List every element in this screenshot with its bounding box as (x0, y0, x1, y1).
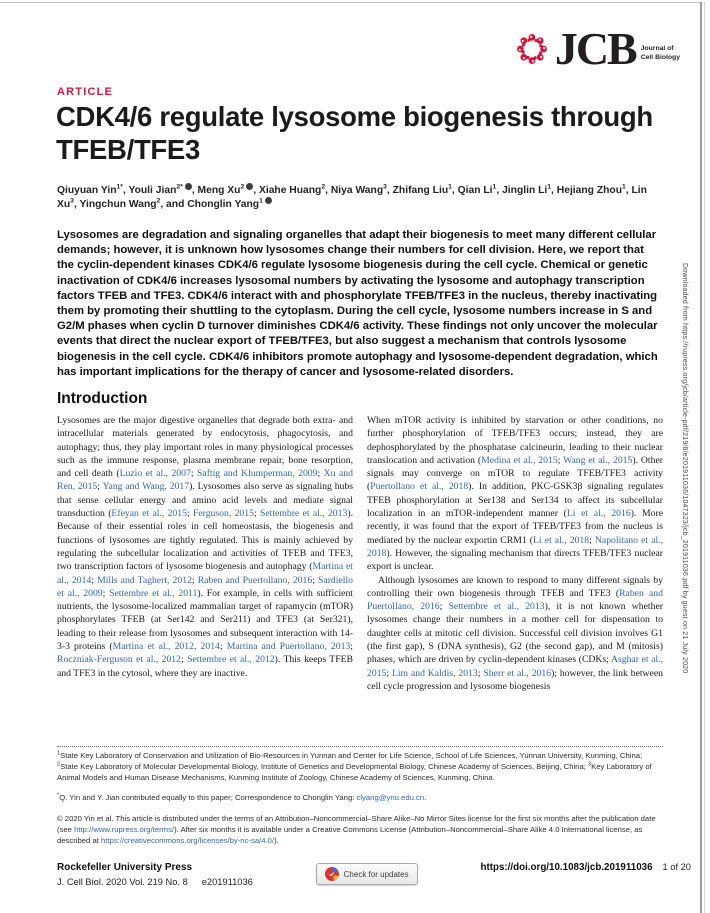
citation-link[interactable]: https://creativecommons.org/licenses/by-nc-sa/4.0/ (101, 835, 275, 845)
citation-link[interactable]: Li et al., 2016 (566, 508, 631, 520)
citation-link[interactable]: Martina and Puertollano, 2013 (226, 641, 351, 653)
citation-link[interactable]: Sardiello et al., 2009 (57, 574, 353, 599)
journal-citation: J. Cell Biol. 2020 Vol. 219 No. 8 e201911036 (57, 877, 253, 887)
intro-left-column (57, 414, 353, 693)
citation-link[interactable]: Wang et al., 2015 (563, 454, 633, 466)
introduction-section (57, 390, 663, 693)
affiliations-note: $^1$State Key Laboratory of Conservation and Utilization of Bio-Resources in Yunnan and Center for Life Science, School of Life Sciences, Yunnan University, Kunming, China; $^2$State Key Laboratory of Molecular Developmental Biology, Institute of Genetics and Developmental Biology, Chinese Academy of Sciences, Beijing, China; $^3$Key Laboratory of Animal Models and Human Disease Mechanisms, Kunming Institute of Zoology, Chinese Academy of Sciences, Kunming, China. (57, 750, 652, 782)
journal-logo-text: JCB (554, 23, 636, 74)
contribution-note: *Q. Yin and Y. Jian contributed equally to this paper; Correspondence to Chonglin Yang: clyang@ynu.edu.cn. (57, 792, 427, 802)
citation-link[interactable]: Li et al., 2018 (533, 534, 590, 546)
citation-link[interactable]: Martina et al., 2014 (57, 561, 353, 586)
download-watermark: Downloaded from https://rupress.org/jcb/article-pdf/219/8/e201911036/1047323/jcb_201911036.pdf by guest on 21 July 2020 (681, 263, 688, 674)
author-name: Yingchun Wang (79, 199, 157, 211)
check-updates-label: Check for updates (343, 869, 409, 879)
citation-link[interactable]: Raben and Puertollano, 2016 (367, 587, 663, 613)
citation-link[interactable]: Yang and Wang, 2017 (102, 481, 190, 493)
check-updates-button[interactable] (316, 863, 418, 885)
footnote-divider (57, 746, 663, 747)
crossmark-icon (325, 867, 339, 881)
citation-link[interactable]: Xu and Ren, 2015 (57, 468, 353, 493)
article-id: e201911036 (201, 877, 253, 887)
citation-link[interactable]: Sherr et al., 2016 (483, 667, 552, 679)
doi-block (480, 862, 691, 873)
page-number: 1 of 20 (662, 862, 691, 872)
author-line: Qiuyuan Yin$^{1*}$, Youli Jian$^{2*}$ , Meng Xu$^2$ , Xiahe Huang$^2$, Niya Wang$^3$, Zhifang Liu$^1$, Qian Li$^1$, Jinglin Li$^1$, Hejiang Zhou$^1$, Lin Xu$^3$, Yingchun Wang$^2$, and Chonglin Yang$^1$ (57, 183, 647, 211)
publisher-name: Rockefeller University Press (57, 862, 193, 873)
journal-tagline: Journal of Cell Biology (640, 44, 680, 61)
intro-left-paragraph: Lysosomes are the major digestive organelles that degrade both extra- and intracellular materials generated by endocytosis, phagocytosis, and autophagy; thus, they play important roles in many physiological processes such as the immune response, plasma membrane repair, bone resorption, and cell death (Luzio et al., 2007; Saftig and Klumperman, 2009; Xu and Ren, 2015; Yang and Wang, 2017). Lysosomes also serve as signaling hubs that sense cellular energy and amino acid levels and mediate signal transduction (Efeyan et al., 2015; Ferguson, 2015; Settembre et al., 2013). Because of their essential roles in cell homeostasis, the biogenesis and functions of lysosomes are tightly regulated. This is mainly achieved by regulating the subcellular localization and activities of TFEB and TFE3, two transcription factors of lysosome biogenesis and autophagy (Martina et al., 2014; Mills and Taghert, 2012; Raben and Puertollano, 2016; Sardiello et al., 2009; Settembre et al., 2011). For example, in cells with sufficient nutrients, the lysosome-localized mammalian target of rapamycin (mTOR) phosphorylates TFEB (at Ser142 and Ser211) and TFE3 (at Ser321), leading to their release from lysosomes and subsequent interaction with 14-3-3 proteins (Martina et al., 2012, 2014; Martina and Puertollano, 2013; Roczniak-Ferguson et al., 2012; Settembre et al., 2012). This keeps TFEB and TFE3 in the cytosol, where they are inactive. (57, 415, 353, 679)
citation-link[interactable]: Puertollano et al., 2018 (370, 481, 469, 493)
jcb-emblem-icon (513, 30, 551, 68)
author-name: and Chonglin Yang (166, 199, 260, 211)
citation-link[interactable]: Asghar et al., 2015 (367, 654, 663, 679)
citation-link[interactable]: clyang@ynu.edu.cn (356, 792, 425, 802)
citation-link[interactable]: Roczniak-Ferguson et al., 2012 (57, 654, 181, 666)
intro-right-paragraph-1: When mTOR activity is inhibited by starvation or other conditions, no further phosphorylation of TFEB/TFE3 occurs; instead, they are dephosphorylated by the phosphatase calcineurin, leading to their nuclear translocation and activation (Medina et al., 2015; Wang et al., 2015). Other signals may converge on mTOR to regulate TFEB/TFE3 activity (Puertollano et al., 2018). In addition, PKC-GSK3β signaling regulates TFEB phosphorylation at Ser138 and Ser134 to affect its subcellular localization in an mTOR-independent manner (Li et al., 2016). More recently, it was found that the export of TFEB/TFE3 from the nucleus is mediated by the nuclear exportin CRM1 (Li et al., 2018; Napolitano et al., 2018). However, the signaling mechanism that directs TFEB/TFE3 nuclear export is unclear. (367, 415, 663, 573)
page-title: CDK4/6 regulate lysosome biogenesis through TFEB/TFE3 (56, 101, 653, 165)
citation-link[interactable]: Efeyan et al., 2015 (111, 508, 187, 520)
author-name: Meng Xu (197, 185, 241, 196)
copyright-note: © 2020 Yin et al. This article is distributed under the terms of an Attribution–Noncommercial–Share Alike–No Mirror Sites license for the first six months after the publication date (see http://www.rupress.org/terms/). After six months it is available under a Creative Commons License (Attribution–Noncommercial–Share Alike 4.0 International license, as described at https://creativecommons.org/licenses/by-nc-sa/4.0/). (57, 813, 656, 845)
orcid-icon[interactable] (265, 197, 272, 204)
author-name: Qiuyuan Yin (57, 185, 117, 196)
author-name: Youli Jian (128, 185, 177, 196)
author-name: Xiahe Huang (258, 185, 322, 196)
orcid-icon[interactable] (185, 183, 192, 190)
page-right-edge (700, 2, 702, 913)
citation-link[interactable]: Settembre et al., 2012 (187, 654, 275, 666)
author-name: Lin Xu (57, 185, 647, 211)
article-type-label: ARTICLE (57, 86, 114, 98)
abstract-text: Lysosomes are degradation and signaling organelles that adapt their biogenesis to meet many different cellular demands; however, it is unknown how lysosomes change their numbers for cell division. Here, we report that the cyclin-dependent kinases CDK4/6 regulate lysosome biogenesis during the cell cycle. Chemical or genetic inactivation of CDK4/6 increases lysosomal numbers by activating the lysosome and autophagy transcription factors TFEB and TFE3. CDK4/6 interact with and phosphorylate TFEB/TFE3 in the nucleus, thereby inactivating them by promoting their shuttling to the cytoplasm. During the cell cycle, lysosome numbers increase in S and G2/M phases when cyclin D turnover diminishes CDK4/6 activity. These findings not only uncover the molecular events that direct the nuclear export of TFEB/TFE3, but also suggest a mechanism that controls lysosome biogenesis in the cell cycle. CDK4/6 inhibitors promote autophagy and lysosome-dependent degradation, which has important implications for the therapy of cancer and lysosome-related disorders. (57, 229, 658, 378)
citation-link[interactable]: Mills and Taghert, 2012 (97, 574, 192, 586)
page-right-edge-light (704, 2, 705, 913)
citation-link[interactable]: Ferguson, 2015 (192, 508, 254, 520)
introduction-heading: Introduction (57, 390, 148, 407)
citation-link[interactable]: Lim and Kaldis, 2013 (391, 667, 478, 679)
citation-link[interactable]: Settembre et al., 2011 (109, 587, 198, 599)
page-top-edge (0, 2, 702, 3)
citation-link[interactable]: Luzio et al., 2007 (119, 468, 191, 480)
intro-right-column (367, 414, 663, 693)
citation-link[interactable]: Napolitano et al., 2018 (367, 534, 663, 559)
citation-link[interactable]: Settembre et al., 2013 (448, 601, 545, 613)
citation-link[interactable]: http://www.rupress.org/terms/ (74, 824, 175, 834)
citation-link[interactable]: Saftig and Klumperman, 2009 (197, 468, 318, 480)
page-footer (57, 862, 691, 887)
citation-link[interactable]: Medina et al., 2015 (481, 454, 558, 466)
author-name: Jinglin Li (502, 185, 548, 196)
doi-link[interactable]: https://doi.org/10.1083/jcb.201911036 (480, 862, 653, 873)
footnote-block (57, 746, 663, 847)
author-name: Qian Li (457, 185, 493, 196)
jcb-logo (513, 23, 680, 74)
citation-link[interactable]: Raben and Puertollano, 2016 (197, 574, 313, 586)
citation-link[interactable]: Martina et al., 2012, 2014 (112, 641, 220, 653)
orcid-icon[interactable] (246, 183, 253, 190)
author-name: Hejiang Zhou (556, 185, 622, 196)
author-name: Niya Wang (330, 185, 384, 196)
publisher-block (57, 862, 253, 887)
citation-link[interactable]: Settembre et al., 2013 (259, 508, 348, 520)
author-name: Zhifang Liu (392, 185, 449, 196)
intro-right-paragraph-2: Although lysosomes are known to respond to many different signals by controlling their own biogenesis through TFEB and TFE3 (Raben and Puertollano, 2016; Settembre et al., 2013), it is not known whether lysosomes change their numbers in a mother cell for dispensation to daughter cells at mitotic cell division. Successful cell division involves G1 (the first gap), S (DNA synthesis), G2 (the second gap), and M (mitosis) phases, which are driven by cyclin-dependent kinases (CDKs; Asghar et al., 2015; Lim and Kaldis, 2013; Sherr et al., 2016); however, the link between cell cycle progression and lysosome biogenesis (367, 574, 663, 692)
